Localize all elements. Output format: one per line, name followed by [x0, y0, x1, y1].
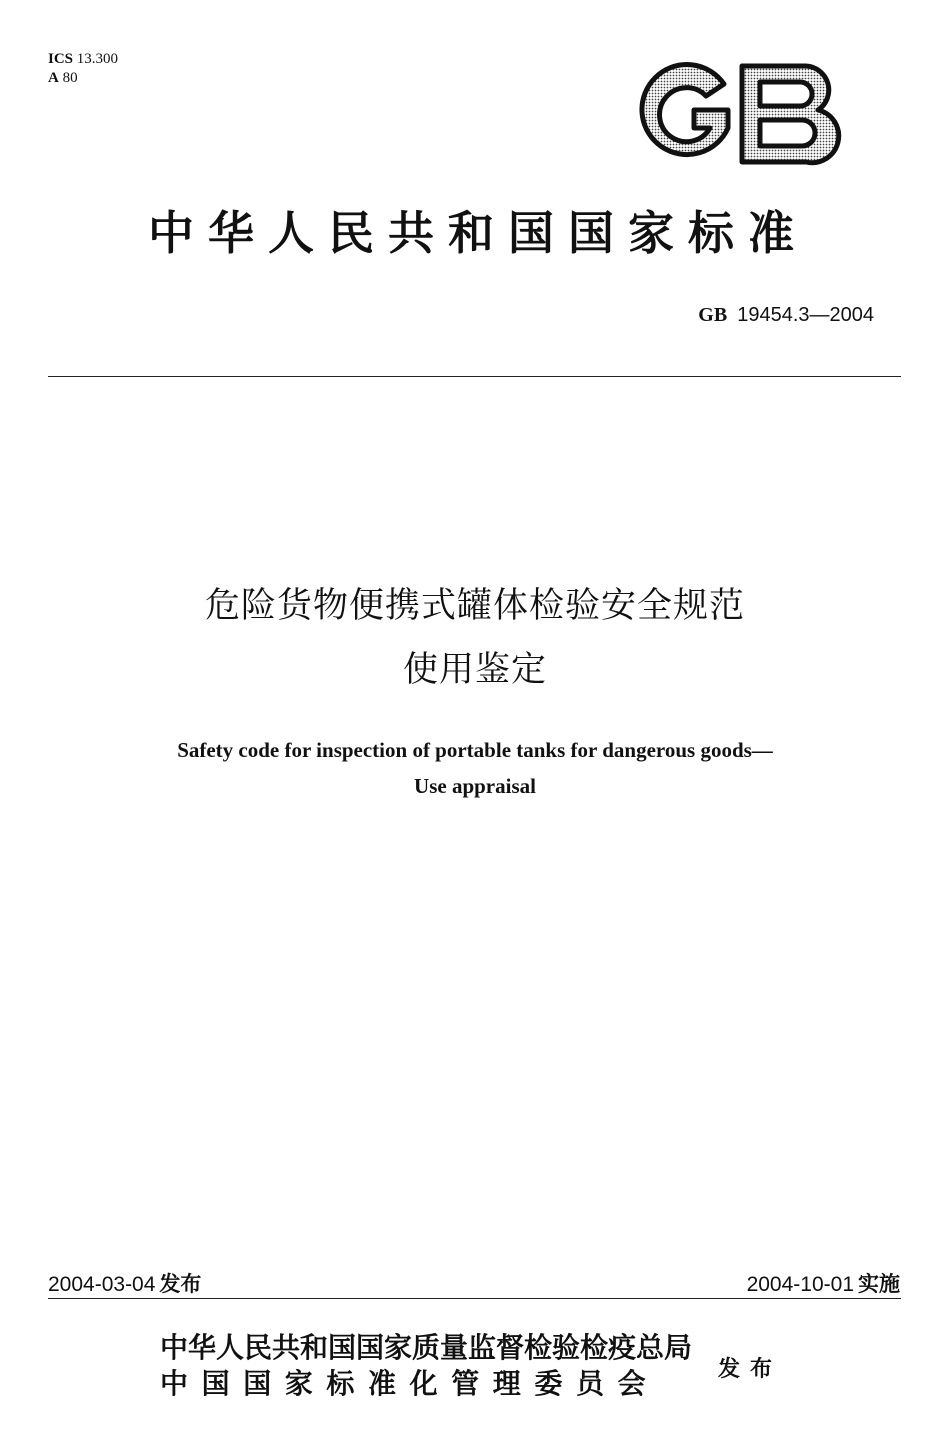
- issuer-aqsiq: 中华人民共和国国家质量监督检验检疫总局: [160, 1331, 693, 1364]
- standard-code: 19454.3—2004: [737, 304, 874, 326]
- ics-code: ICS 13.300: [48, 51, 119, 67]
- issuer-sac: 中国国家标准化管理委员会: [160, 1367, 660, 1400]
- ccs-code: A 80: [48, 70, 78, 86]
- title-en-line2: Use appraisal: [414, 774, 536, 798]
- effective-date: 2004-10-01 实施: [746, 1272, 900, 1296]
- title-en-line1: Safety code for inspection of portable tanks for dangerous goods—: [177, 738, 773, 762]
- classification-codes: [48, 50, 118, 88]
- publish-label: 发布: [718, 1356, 783, 1382]
- standard-prefix: GB: [698, 304, 728, 326]
- standard-number: [698, 304, 874, 327]
- title-cn-line1: 危险货物便携式罐体检验安全规范: [204, 586, 745, 626]
- national-standard-title: 中华人民共和国国家标准: [148, 206, 808, 260]
- issue-date: 2004-03-04 发布: [48, 1272, 202, 1296]
- gb-logo-icon: [636, 62, 842, 168]
- header-divider: [48, 376, 901, 377]
- footer-divider: [48, 1298, 901, 1299]
- title-cn-line2: 使用鉴定: [402, 650, 547, 690]
